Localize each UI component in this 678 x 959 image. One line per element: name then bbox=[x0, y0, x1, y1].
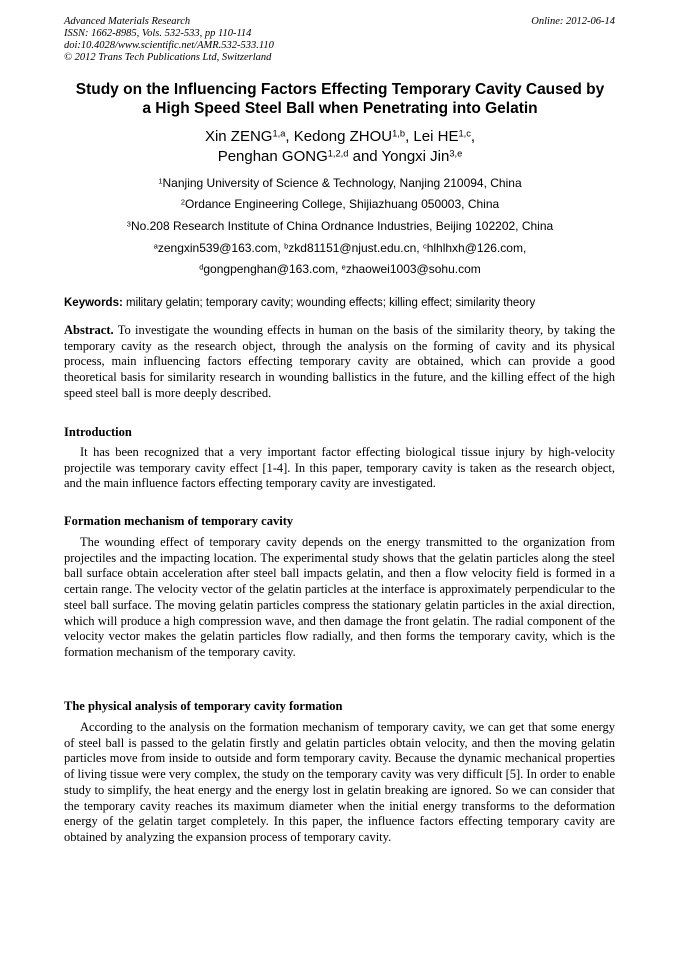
section-heading-introduction: Introduction bbox=[64, 425, 132, 439]
abstract-label: Abstract. bbox=[64, 323, 114, 337]
author-line-2: Penghan GONG$^{1,2,d}$ and Yongxi Jin$^{3,e}$ bbox=[217, 148, 463, 165]
author-affil-mark: 1,2,d bbox=[327, 148, 349, 159]
abstract-text: To investigate the wounding effects in human on the basis of the similarity theory, by taking the temporary cavity as the research object, through the analysis on the forming of cavity and its physical process, main influencing factors effecting temporary cavity are obtained, which can provide a good theoretical basis for similarity research in wounding ballistics in the future, and the killing effect of the high speed steel ball is more deeply described. bbox=[64, 323, 615, 400]
paper-title bbox=[50, 80, 630, 118]
page-header bbox=[64, 16, 615, 64]
section-body-formation: The wounding effect of temporary cavity depends on the energy transmitted to the organization from projectiles and the impacting location. The experimental study shows that the gelatin particles along the steel ball surface obtain acceleration after steel ball impacts gelatin, and then a flow velocity field is formed in a certain range. The velocity vector of the gelatin particles at the interface is approximately perpendicular to the steel ball surface. The moving gelatin particles compress the stationary gelatin particles in the axial direction, which will produce a high compression wave, and then damage the front gelatin. The radial component of the velocity vector makes the gelatin particles flow radially, and then forms the temporary cavity, which is the formation mechanism of the temporary cavity. bbox=[64, 535, 615, 659]
section-body-physical-analysis: According to the analysis on the formation mechanism of temporary cavity, we can get that some energy of steel ball is passed to the gelatin firstly and gelatin particles obtain velocity, and then the moving gelatin particles move from inside to outside and form temporary cavity. Because the dynamic mechanical properties of living tissue were very complex, the study on the temporary cavity was very difficult [5]. In order to enable study to simplify, the heat energy and the energy lost in gelatin breaking are ignored. So we can consider that the temporary cavity reaches its maximum diameter when the initial energy transforms to the deformation energy of the gelatin target completely. In this paper, the influence factors effecting temporary cavity are obtained by analyzing the expansion process of temporary cavity. bbox=[64, 720, 615, 844]
author-affil-mark: 1,a bbox=[272, 128, 286, 139]
author-name: Penghan GONG bbox=[217, 148, 328, 165]
author-name: Lei HE bbox=[413, 128, 459, 145]
email-address: zhaowei1003@sohu.com bbox=[345, 262, 481, 276]
email-address: zkd81151@njust.edu.cn, bbox=[288, 241, 423, 255]
issn-line: ISSN: 1662-8985, Vols. 532-533, pp 110-114 bbox=[64, 28, 252, 39]
author-line-1: Xin ZENG$^{1,a}$, Kedong ZHOU$^{1,b}$, Lei HE$^{1,c}$, bbox=[204, 128, 476, 145]
affiliation-1: $^1$Nanjing University of Science & Technology, Nanjing 210094, China bbox=[158, 176, 522, 190]
keywords bbox=[64, 296, 624, 310]
email-address: hlhlhxh@126.com, bbox=[426, 241, 527, 255]
email-address: gongpenghan@163.com, bbox=[203, 262, 342, 276]
affiliation-2: $^2$Ordance Engineering College, Shijiazhuang 050003, China bbox=[180, 197, 500, 211]
section-heading-formation: Formation mechanism of temporary cavity bbox=[64, 514, 294, 528]
copyright-line: © 2012 Trans Tech Publications Ltd, Switzerland bbox=[64, 52, 272, 63]
title-line-1: Study on the Influencing Factors Effecting Temporary Cavity Caused by bbox=[75, 81, 605, 98]
online-date: Online: 2012-06-14 bbox=[531, 16, 615, 27]
author-name: Kedong ZHOU bbox=[293, 128, 393, 145]
title-line-2: a High Speed Steel Ball when Penetrating into Gelatin bbox=[142, 100, 538, 117]
author-name: Yongxi Jin bbox=[381, 148, 450, 165]
email-address: zengxin539@163.com, bbox=[157, 241, 285, 255]
author-name: Xin ZENG bbox=[204, 128, 273, 145]
author-affil-mark: 1,b bbox=[392, 128, 406, 139]
author-list bbox=[40, 127, 640, 167]
keywords-label: Keywords: bbox=[64, 297, 123, 309]
email-line-2: $^d$gongpenghan@163.com, $^e$zhaowei1003@sohu.com bbox=[199, 262, 481, 276]
author-affil-mark: 1,c bbox=[458, 128, 471, 139]
doi-line: doi:10.4028/www.scientific.net/AMR.532-533.110 bbox=[64, 40, 274, 51]
author-affil-mark: 3,e bbox=[449, 148, 463, 159]
email-line-1: $^a$zengxin539@163.com, $^b$zkd81151@njust.edu.cn, $^c$hlhlhxh@126.com, bbox=[153, 241, 527, 255]
keywords-text: military gelatin; temporary cavity; wounding effects; killing effect; similarity theory bbox=[122, 297, 536, 309]
affiliation-3: $^3$No.208 Research Institute of China Ordnance Industries, Beijing 102202, China bbox=[126, 219, 554, 233]
abstract bbox=[64, 323, 615, 402]
section-heading-physical-analysis: The physical analysis of temporary cavity formation bbox=[64, 699, 343, 713]
journal-name: Advanced Materials Research bbox=[64, 16, 191, 27]
section-body-introduction: It has been recognized that a very important factor effecting biological tissue injury by high-velocity projectile was temporary cavity effect [1-4]. In this paper, temporary cavity is taken as the research object, and the main influence factors effecting temporary cavity are investigated. bbox=[64, 445, 615, 491]
